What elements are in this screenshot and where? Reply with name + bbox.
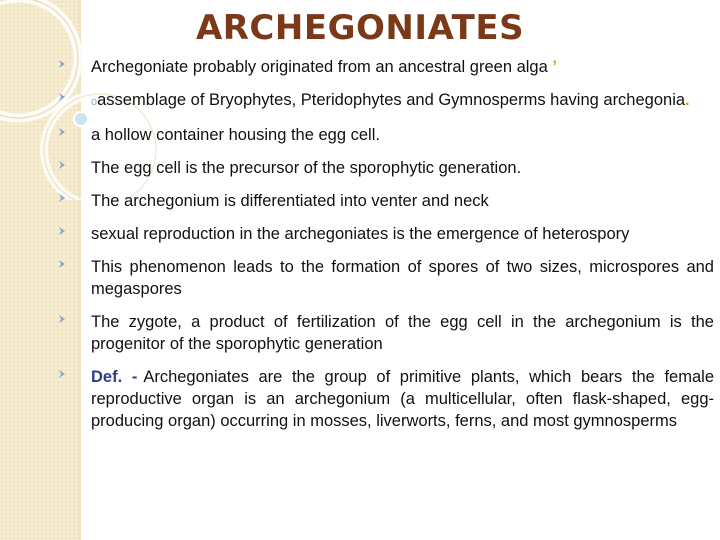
arrow-bullet-icon [56,192,68,204]
bullet-accent-mark: . [685,91,690,109]
bullet-text: The egg cell is the precursor of the sporophytic generation. [91,159,522,177]
bullet-text: Archegoniates are the group of primitive plants, which bears the female reproductive organ is an archegonium (a multicellular, often flask-shaped, egg-producing organ) occurring in mosses, liverworts, ferns, and most gymnosperms [91,368,714,430]
bullet-item [56,190,714,212]
bullet-item [56,223,714,245]
arrow-bullet-icon [56,126,68,138]
bullet-list [56,56,714,443]
bullet-accent-mark: ’ [552,58,557,76]
bullet-item [56,124,714,146]
bullet-prefix-mark: o [91,96,98,108]
bullet-text: sexual reproduction in the archegoniates is the emergence of heterospory [91,225,630,243]
arrow-bullet-icon [56,58,68,70]
arrow-bullet-icon [56,225,68,237]
bullet-text: The zygote, a product of fertilization of the egg cell in the archegonium is the progenitor of the sporophytic generation [91,313,714,353]
bullet-text: The archegonium is differentiated into venter and neck [91,192,489,210]
arrow-bullet-icon [56,159,68,171]
bullet-item [56,89,714,113]
slide-title: ARCHEGONIATES [195,8,525,48]
arrow-bullet-icon [56,258,68,270]
bullet-item [56,157,714,179]
arrow-bullet-icon [56,313,68,325]
arrow-bullet-icon [56,368,68,380]
bullet-text: a hollow container housing the egg cell. [91,126,380,144]
bullet-item [56,311,714,355]
bullet-text: Archegoniate probably originated from an ancestral green alga [91,58,548,76]
arrow-bullet-icon [56,91,68,103]
bullet-item [56,56,714,78]
bullet-item [56,256,714,300]
bullet-item [56,366,714,432]
definition-label: Def. - [91,368,138,386]
bullet-text: assemblage of Bryophytes, Pteridophytes and Gymnosperms having archegonia [97,91,686,109]
bullet-text: This phenomenon leads to the formation of spores of two sizes, microspores and megaspores [91,258,714,298]
